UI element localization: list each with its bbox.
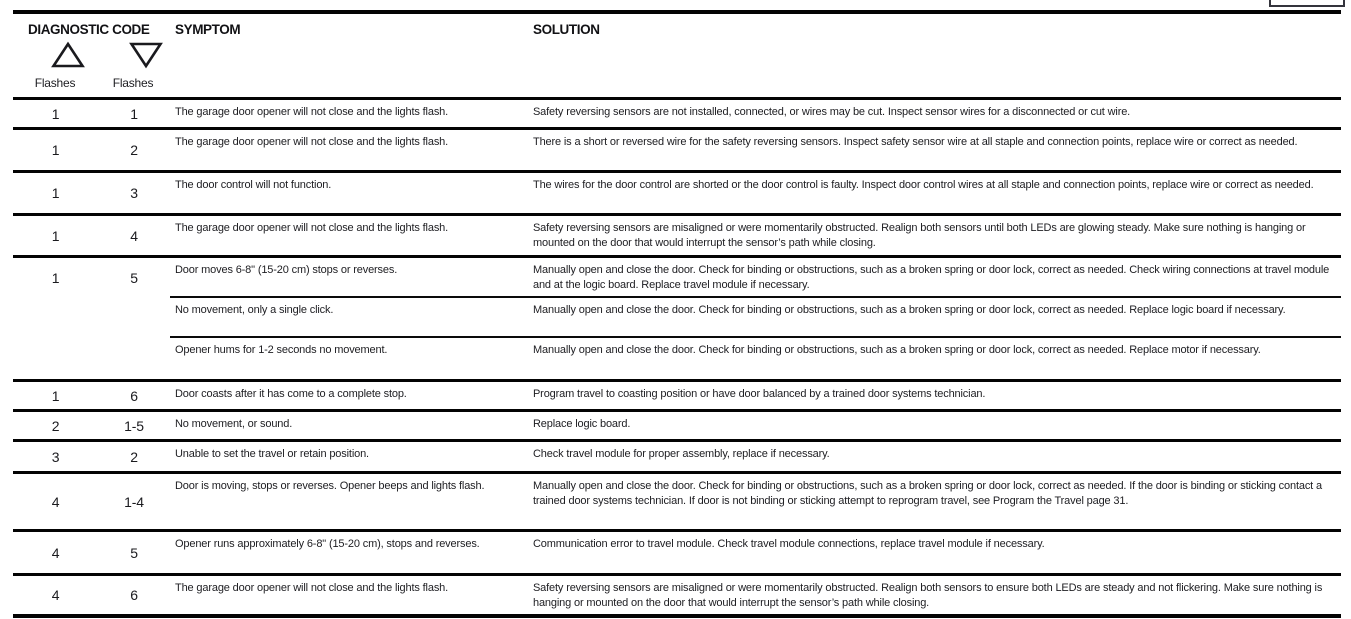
down-flashes-label: Flashes bbox=[112, 76, 154, 90]
solution-cell: Manually open and close the door. Check for binding or obstructions, such as a broken spring or door lock, correct as needed. Replace motor if necessary. bbox=[533, 344, 1261, 357]
solution-cell: Manually open and close the door. Check for binding or obstructions, such as a broken spring or door lock, correct as needed. If the door is binding or sticking contact a trained door systems technician. If door is not binding or sticking attempt to reprogram travel, see Program the Travel page 31. bbox=[533, 480, 1322, 507]
symptom-cell: The garage door opener will not close and the lights flash. bbox=[175, 136, 449, 148]
down-flashes-cell: 2 bbox=[130, 448, 138, 465]
down-arrow-icon bbox=[129, 41, 163, 69]
up-flashes-cell: 1 bbox=[51, 387, 60, 404]
up-flashes-cell: 4 bbox=[51, 544, 60, 561]
symptom-cell: No movement, only a single click. bbox=[175, 304, 334, 317]
solution-header: SOLUTION bbox=[533, 22, 600, 37]
down-flashes-cell: 2 bbox=[130, 142, 138, 158]
up-flashes-cell: 1 bbox=[51, 142, 60, 158]
table-row bbox=[13, 471, 1341, 529]
symptom-cell: No movement, or sound. bbox=[175, 418, 293, 431]
solution-cell: The wires for the door control are shorted or the door control is faulty. Inspect door control wires at all staple and connection points, replace wire or correct as needed. bbox=[533, 179, 1314, 191]
up-flashes-cell: 2 bbox=[51, 417, 60, 434]
solution-cell: Check travel module for proper assembly, replace if necessary. bbox=[533, 448, 830, 461]
table-row bbox=[13, 255, 1341, 379]
down-flashes-cell: 1-5 bbox=[124, 417, 144, 434]
down-flashes-cell: 3 bbox=[130, 185, 138, 201]
solution-cell: Safety reversing sensors are misaligned or were momentarily obstructed. Realign both sensors until both LEDs are glowing steady. Make sure nothing is hanging or mounted on the door that would interrupt the sensor’s path while closing. bbox=[533, 222, 1306, 249]
solution-cell: Safety reversing sensors are misaligned or were momentarily obstructed. Realign both sensors to ensure both LEDs are steady and not flickering. Make sure nothing is hanging or mounted on the door that would interrupt the sensor’s path while closing. bbox=[533, 582, 1323, 609]
solution-cell: Communication error to travel module. Check travel module connections, replace travel module if necessary. bbox=[533, 538, 1045, 551]
table-row bbox=[13, 213, 1341, 255]
table-row bbox=[13, 97, 1341, 127]
table-row bbox=[13, 379, 1341, 409]
symptom-cell: Opener hums for 1-2 seconds no movement. bbox=[175, 344, 388, 357]
symptom-cell: Unable to set the travel or retain position. bbox=[175, 448, 369, 461]
table-row bbox=[13, 529, 1341, 573]
symptom-header: SYMPTOM bbox=[175, 22, 241, 37]
up-flashes-cell: 4 bbox=[51, 587, 60, 604]
up-flashes-cell: 1 bbox=[51, 185, 60, 201]
up-flashes-cell: 1 bbox=[51, 227, 60, 244]
diagnostic-troubleshooting-table bbox=[13, 10, 1341, 618]
down-flashes-cell: 1-4 bbox=[124, 493, 144, 510]
table-row bbox=[13, 170, 1341, 213]
solution-cell: Manually open and close the door. Check for binding or obstructions, such as a broken spring or door lock, correct as needed. Check wiring connections at travel module and at the logic board. Replace travel module if necessary. bbox=[533, 264, 1330, 291]
symptom-cell: The garage door opener will not close and the lights flash. bbox=[175, 582, 449, 595]
table-row bbox=[13, 409, 1341, 439]
up-flashes-cell: 1 bbox=[51, 105, 60, 122]
table-row bbox=[13, 127, 1341, 170]
table-header bbox=[13, 14, 1341, 97]
down-flashes-cell: 6 bbox=[130, 387, 138, 404]
solution-cell: Safety reversing sensors are not installed, connected, or wires may be cut. Inspect sensor wires for a disconnected or cut wire. bbox=[533, 106, 1131, 118]
symptom-cell: Door is moving, stops or reverses. Opener beeps and lights flash. bbox=[175, 480, 485, 493]
solution-cell: Manually open and close the door. Check for binding or obstructions, such as a broken spring or door lock, correct as needed. Replace logic board if necessary. bbox=[533, 304, 1286, 317]
down-flashes-cell: 5 bbox=[130, 270, 138, 286]
symptom-cell: Opener runs approximately 6-8" (15-20 cm), stops and reverses. bbox=[175, 538, 480, 551]
down-flashes-cell: 4 bbox=[130, 227, 138, 244]
down-flashes-cell: 6 bbox=[130, 587, 138, 604]
symptom-cell: The garage door opener will not close and the lights flash. bbox=[175, 106, 449, 118]
up-flashes-cell: 3 bbox=[51, 448, 60, 465]
solution-cell: Program travel to coasting position or have door balanced by a trained door systems technician. bbox=[533, 388, 986, 401]
diagnostic-code-header: DIAGNOSTIC CODE bbox=[28, 22, 150, 37]
symptom-cell: Door coasts after it has come to a complete stop. bbox=[175, 388, 407, 401]
up-flashes-label: Flashes bbox=[34, 76, 76, 90]
table-row bbox=[13, 439, 1341, 471]
table-row bbox=[13, 573, 1341, 614]
symptom-cell: Door moves 6-8" (15-20 cm) stops or reverses. bbox=[175, 264, 398, 276]
down-flashes-cell: 5 bbox=[130, 544, 138, 561]
down-flashes-cell: 1 bbox=[130, 105, 138, 122]
up-arrow-icon bbox=[51, 41, 85, 69]
symptom-cell: The garage door opener will not close and the lights flash. bbox=[175, 222, 449, 234]
symptom-cell: The door control will not function. bbox=[175, 179, 332, 191]
cropped-window-edge bbox=[1269, 0, 1345, 7]
solution-cell: Replace logic board. bbox=[533, 418, 631, 431]
solution-cell: There is a short or reversed wire for the safety reversing sensors. Inspect safety sensor wire at all staple and connection points, replace wire or correct as needed. bbox=[533, 136, 1298, 148]
up-flashes-cell: 4 bbox=[51, 493, 60, 510]
up-flashes-cell: 1 bbox=[51, 270, 60, 286]
